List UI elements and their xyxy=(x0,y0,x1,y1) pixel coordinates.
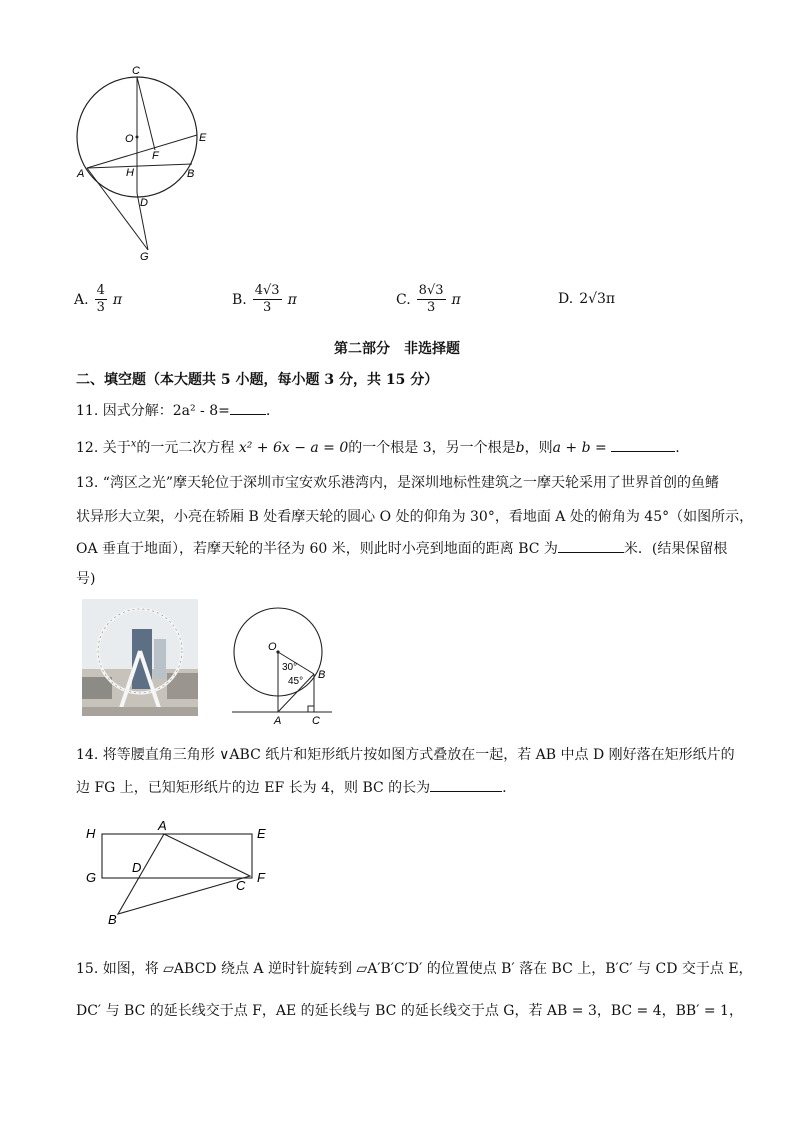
center-point xyxy=(136,136,139,139)
label-d: D xyxy=(140,197,148,209)
option-d[interactable]: D. 2√3π xyxy=(558,291,616,307)
label-e: E xyxy=(199,132,207,144)
question-13-line-2: 状异形大立架，小亮在轿厢 B 处看摩天轮的圆心 O 处的仰角为 30°，看地面 A 处的俯角为 45°（如图所示， xyxy=(76,509,754,525)
question-14-line-1: 14. 将等腰直角三角形 ∨ABC 纸片和矩形纸片按如图方式叠放在一起，若 AB 中点 D 刚好落在矩形纸片的 xyxy=(76,747,735,763)
label-h: H xyxy=(86,826,96,841)
label-h: H xyxy=(126,167,134,179)
label-c: C xyxy=(312,715,320,727)
circle-geometry-figure xyxy=(70,60,220,265)
segment-ag xyxy=(87,168,148,250)
ferris-wheel-photo xyxy=(82,599,198,716)
segment-cf xyxy=(137,77,155,150)
label-f: F xyxy=(257,870,265,885)
angle-30: 30° xyxy=(282,662,298,673)
option-b[interactable]: B. $\frac{4√3}{3}$ π xyxy=(232,283,297,315)
label-o: O xyxy=(268,641,277,653)
answer-blank-14[interactable] xyxy=(430,777,502,792)
label-a: A xyxy=(158,818,167,833)
label-o: O xyxy=(125,133,134,145)
label-a: A xyxy=(274,715,282,727)
right-angle-mark xyxy=(308,706,314,712)
label-b: B xyxy=(318,669,326,681)
label-f: F xyxy=(152,150,159,162)
answer-blank-13[interactable] xyxy=(558,538,624,553)
label-b: B xyxy=(187,168,195,180)
option-a[interactable]: A. $\frac{4}{3}$ π xyxy=(74,283,123,315)
question-13-line-3: OA 垂直于地面），若摩天轮的半径为 60 米，则此时小亮到地面的距离 BC 为 米．(结果保留根 xyxy=(76,538,727,558)
option-c[interactable]: C. $\frac{8√3}{3}$ π xyxy=(396,283,461,315)
question-14-line-2: 边 FG 上，已知矩形纸片的边 EF 长为 4，则 BC 的长为 . xyxy=(76,777,507,797)
label-c: C xyxy=(236,878,246,893)
ferris-wheel-diagram xyxy=(232,602,338,730)
label-g: G xyxy=(86,870,97,885)
chord-ab xyxy=(87,164,192,168)
label-c: C xyxy=(132,65,140,77)
angle-45: 45° xyxy=(288,676,304,687)
question-12: 12. 关于$^x$的一元二次方程 x² + 6x − a = 0的一个根是 3，另一个根是b，则a + b = . xyxy=(76,438,680,456)
part2-title: 第二部分 非选择题 xyxy=(334,341,460,357)
answer-blank-11[interactable] xyxy=(230,400,266,415)
question-15-line-1: 15. 如图，将 ▱ABCD 绕点 A 逆时针旋转到 ▱A′B′C′D′ 的位置使点 B′ 落在 BC 上，B′C′ 与 CD 交于点 E， xyxy=(76,961,753,977)
answer-blank-12[interactable] xyxy=(611,437,675,452)
label-a: A xyxy=(77,168,85,180)
section2-title: 二、填空题（本大题共 5 小题，每小题 3 分，共 15 分） xyxy=(76,372,439,388)
question-15-line-2: DC′ 与 BC 的延长线交于点 F，AE 的延长线与 BC 的延长线交于点 G，若 AB = 3，BC = 4，BB′ = 1， xyxy=(76,1003,743,1019)
label-b: B xyxy=(108,912,117,927)
label-e: E xyxy=(257,826,266,841)
chord-ae xyxy=(87,135,197,168)
question-13-line-4: 号) xyxy=(76,571,96,587)
question-13-line-1: 13. “湾区之光”摩天轮位于深圳市宝安欢乐港湾内，是深圳地标性建筑之一摩天轮采用了世界首创的鱼鳍 xyxy=(76,475,720,491)
question-11: 11. 因式分解：2a² - 8= . xyxy=(76,400,270,420)
label-d: D xyxy=(132,860,142,875)
label-g: G xyxy=(140,251,149,263)
rectangle-triangle-figure xyxy=(80,818,280,928)
